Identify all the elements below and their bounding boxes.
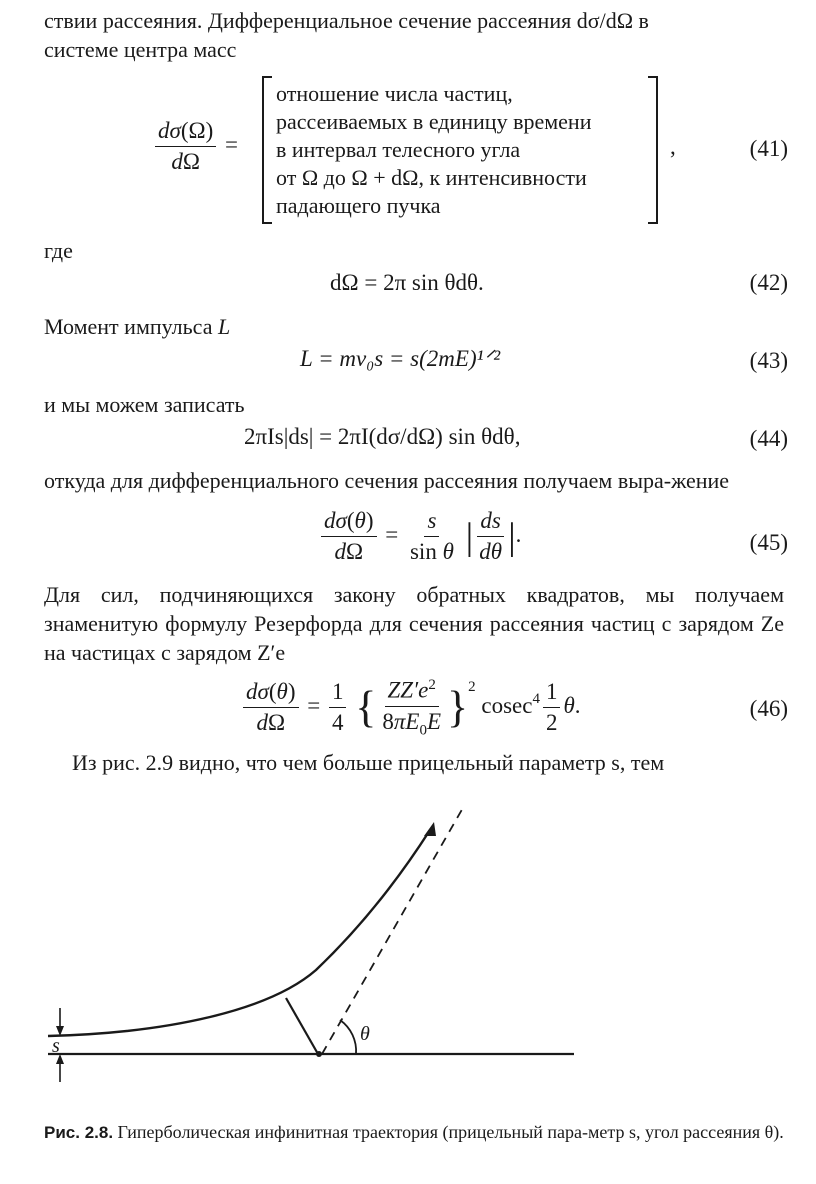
hyperbolic-trajectory-figure bbox=[0, 800, 816, 1100]
eq42-number: (42) bbox=[749, 270, 788, 295]
trajectory-arrow bbox=[424, 822, 436, 836]
eq43-formula: L = mv₀s = s(2mE)¹ᐟ² bbox=[300, 346, 501, 371]
eq41-bracket bbox=[262, 76, 658, 224]
intro-line-2: системе центра масс bbox=[44, 37, 237, 62]
we-can-text: и мы можем записать bbox=[44, 392, 245, 417]
s-label: s bbox=[52, 1035, 60, 1057]
where-text: где bbox=[44, 238, 73, 263]
eq44-number: (44) bbox=[749, 426, 788, 451]
rutherford-text: Для сил, подчиняющихся закону обратных квадратов, мы получаем знаменитую формулу Резерфорда для сечения рассеяния частиц с зарядом Ze на частицах с зарядом Z′e bbox=[44, 582, 784, 665]
eq41-number: (41) bbox=[749, 136, 788, 161]
eq45-formula: $\frac{d\sigma(\theta)}{d\Omega}$ = $\frac{s}{\text{sin θ}}$ | $\frac{ds}{d\theta}$ |. bbox=[318, 508, 521, 565]
caption-text: Гиперболическая инфинитная траектория (прицельный пара-метр s, угол рассеяния θ). bbox=[117, 1122, 784, 1142]
whence-text: откуда для дифференциального сечения рассеяния получаем выра-жение bbox=[44, 468, 730, 493]
asymptote-dashed bbox=[322, 806, 464, 1054]
perpendicular-line bbox=[286, 998, 318, 1054]
eq41-lhs: $\frac{d\sigma(\Omega)}{d\Omega}$ = bbox=[152, 118, 238, 175]
eq43-number: (43) bbox=[749, 348, 788, 373]
eq44-formula: 2πIs|ds| = 2πI(dσ/dΩ) sin θdθ, bbox=[244, 424, 521, 449]
paragraph-intro bbox=[44, 6, 784, 64]
momentum-var: L bbox=[217, 314, 231, 339]
eq41-line: падающего пучка bbox=[276, 193, 441, 218]
caption-label: Рис. 2.8. bbox=[44, 1123, 114, 1142]
intro-line-1: ствии рассеяния. Дифференциальное сечение рассеяния dσ/dΩ в bbox=[44, 8, 649, 33]
theta-arc bbox=[340, 1020, 356, 1054]
eq45-number: (45) bbox=[749, 530, 788, 555]
eq46-number: (46) bbox=[749, 696, 788, 721]
theta-label: θ bbox=[360, 1023, 370, 1045]
eq41-line: от Ω до Ω + dΩ, к интенсивности bbox=[276, 165, 587, 190]
trajectory-curve bbox=[48, 830, 430, 1036]
eq41-comma: , bbox=[670, 134, 676, 159]
eq42-formula: dΩ = 2π sin θdθ. bbox=[330, 270, 484, 295]
momentum-label: Момент импульса bbox=[44, 314, 213, 339]
from-figure-text: Из рис. 2.9 видно, что чем больше прицельный параметр s, тем bbox=[72, 750, 665, 775]
eq41-line: отношение числа частиц, bbox=[276, 81, 513, 106]
focus-point bbox=[316, 1051, 322, 1057]
momentum-text bbox=[44, 312, 784, 341]
eq46-formula: $\frac{d\sigma(\theta)}{d\Omega}$ = $\frac{1}{4}$ { $\frac{ZZ'e^2}{8\pi E_0E}$ }$^2$ cosec$^4$ $\frac{1}{2}$ θ. bbox=[240, 672, 581, 743]
eq41-line: в интервал телесного угла bbox=[276, 137, 521, 162]
eq41-line: рассеиваемых в единицу времени bbox=[276, 109, 592, 134]
figure-caption bbox=[44, 1120, 788, 1145]
